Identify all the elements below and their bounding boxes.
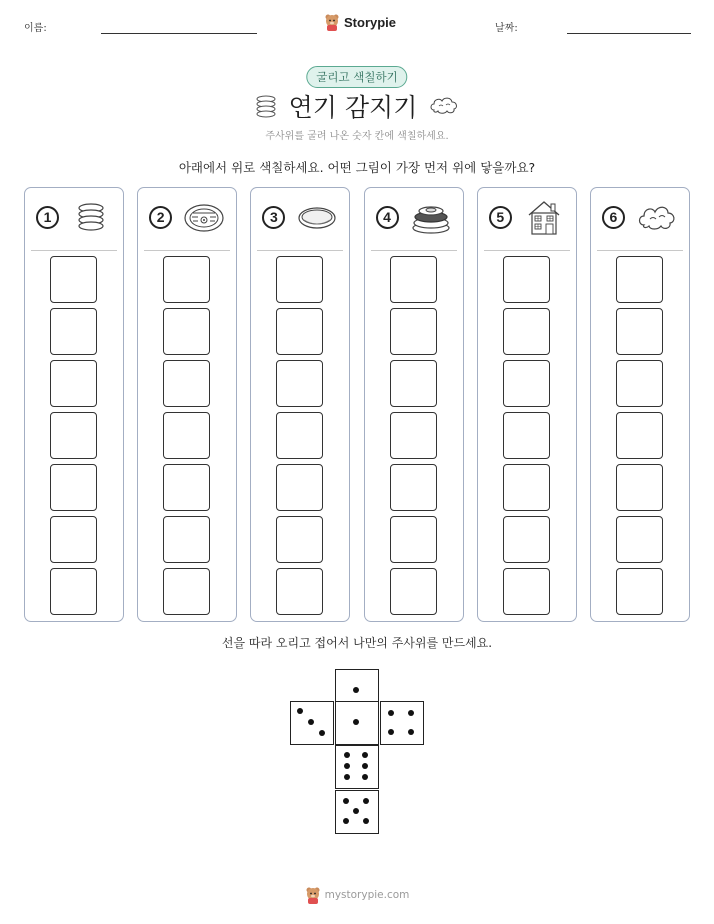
stacked-detector-icon bbox=[410, 200, 452, 236]
instruction-text: 아래에서 위로 색칠하세요. 어떤 그림이 가장 먼저 위에 닿을까요? bbox=[178, 160, 536, 175]
die-pip bbox=[363, 798, 369, 804]
color-box[interactable] bbox=[390, 412, 437, 459]
die-pip bbox=[344, 774, 350, 780]
bear-mascot-icon bbox=[324, 13, 340, 31]
name-line[interactable] bbox=[101, 33, 257, 34]
smoke-detector-icon bbox=[183, 200, 225, 236]
column-header bbox=[251, 198, 349, 238]
column-number: 2 bbox=[149, 206, 172, 229]
color-box[interactable] bbox=[616, 464, 663, 511]
color-box[interactable] bbox=[163, 360, 210, 407]
color-box[interactable] bbox=[276, 516, 323, 563]
die-pip bbox=[408, 710, 414, 716]
color-box[interactable] bbox=[50, 516, 97, 563]
color-box[interactable] bbox=[50, 412, 97, 459]
brand-name: Storypie bbox=[344, 14, 397, 30]
column-4 bbox=[364, 187, 464, 622]
stacked-pads-icon bbox=[70, 200, 112, 236]
die-net bbox=[290, 669, 426, 835]
box-stack bbox=[50, 256, 97, 620]
color-box[interactable] bbox=[503, 516, 550, 563]
stacked-pads-icon bbox=[255, 94, 277, 118]
color-box[interactable] bbox=[50, 308, 97, 355]
die-pip bbox=[319, 730, 325, 736]
die-face-5 bbox=[335, 790, 379, 834]
box-stack bbox=[163, 256, 210, 620]
column-header bbox=[138, 198, 236, 238]
color-box[interactable] bbox=[163, 256, 210, 303]
die-pip bbox=[308, 719, 314, 725]
smoke-cloud-icon bbox=[636, 200, 678, 236]
color-box[interactable] bbox=[390, 568, 437, 615]
column-divider bbox=[31, 250, 117, 251]
column-divider bbox=[597, 250, 683, 251]
die-pip bbox=[343, 818, 349, 824]
die-pip bbox=[297, 708, 303, 714]
color-box[interactable] bbox=[50, 568, 97, 615]
color-box[interactable] bbox=[616, 412, 663, 459]
color-box[interactable] bbox=[390, 464, 437, 511]
color-box[interactable] bbox=[616, 568, 663, 615]
activity-badge: 굴리고 색칠하기 bbox=[306, 66, 407, 88]
column-number: 1 bbox=[36, 206, 59, 229]
column-divider bbox=[484, 250, 570, 251]
die-pip bbox=[388, 729, 394, 735]
column-number: 3 bbox=[262, 206, 285, 229]
coloring-columns bbox=[24, 187, 690, 624]
color-box[interactable] bbox=[163, 568, 210, 615]
die-face-4 bbox=[380, 701, 424, 745]
die-pip bbox=[388, 710, 394, 716]
die-pip bbox=[353, 687, 359, 693]
footer bbox=[0, 886, 714, 904]
die-face-6 bbox=[335, 745, 379, 789]
column-number: 5 bbox=[489, 206, 512, 229]
color-box[interactable] bbox=[616, 308, 663, 355]
color-box[interactable] bbox=[503, 256, 550, 303]
title-row bbox=[0, 88, 714, 124]
color-box[interactable] bbox=[163, 412, 210, 459]
color-box[interactable] bbox=[50, 256, 97, 303]
box-stack bbox=[390, 256, 437, 620]
column-divider bbox=[371, 250, 457, 251]
column-2 bbox=[137, 187, 237, 622]
die-pip bbox=[344, 752, 350, 758]
color-box[interactable] bbox=[50, 360, 97, 407]
die-instruction: 선을 따라 오리고 접어서 나만의 주사위를 만드세요. bbox=[221, 636, 493, 650]
smoke-cloud-icon bbox=[429, 95, 459, 117]
color-box[interactable] bbox=[616, 516, 663, 563]
color-box[interactable] bbox=[503, 308, 550, 355]
color-box[interactable] bbox=[163, 308, 210, 355]
die-pip bbox=[362, 763, 368, 769]
color-box[interactable] bbox=[503, 412, 550, 459]
column-5 bbox=[477, 187, 577, 622]
color-box[interactable] bbox=[163, 464, 210, 511]
column-number: 6 bbox=[602, 206, 625, 229]
die-face-1 bbox=[335, 701, 379, 745]
color-box[interactable] bbox=[276, 464, 323, 511]
color-box[interactable] bbox=[503, 360, 550, 407]
house-icon bbox=[523, 200, 565, 236]
date-label: 날짜: bbox=[495, 23, 518, 34]
column-header bbox=[478, 198, 576, 238]
color-box[interactable] bbox=[503, 464, 550, 511]
die-pip bbox=[353, 808, 359, 814]
die-pip bbox=[362, 752, 368, 758]
column-number: 4 bbox=[376, 206, 399, 229]
footer-url[interactable]: mystorypie.com bbox=[324, 889, 410, 901]
color-box[interactable] bbox=[503, 568, 550, 615]
column-divider bbox=[144, 250, 230, 251]
die-pip bbox=[363, 818, 369, 824]
color-box[interactable] bbox=[616, 360, 663, 407]
column-header bbox=[591, 198, 689, 238]
column-divider bbox=[257, 250, 343, 251]
column-6 bbox=[590, 187, 690, 622]
die-face-3 bbox=[290, 701, 334, 745]
color-box[interactable] bbox=[390, 308, 437, 355]
page-subtitle: 주사위를 굴려 나온 숫자 칸에 색칠하세요. bbox=[265, 131, 449, 142]
die-pip bbox=[344, 763, 350, 769]
color-box[interactable] bbox=[276, 568, 323, 615]
color-box[interactable] bbox=[390, 360, 437, 407]
die-pip bbox=[408, 729, 414, 735]
color-box[interactable] bbox=[276, 308, 323, 355]
color-box[interactable] bbox=[616, 256, 663, 303]
color-box[interactable] bbox=[276, 256, 323, 303]
date-line[interactable] bbox=[567, 33, 691, 34]
page-title: 연기 감지기 bbox=[288, 93, 418, 122]
color-box[interactable] bbox=[390, 516, 437, 563]
column-header bbox=[25, 198, 123, 238]
column-1 bbox=[24, 187, 124, 622]
flat-disc-icon bbox=[296, 200, 338, 236]
box-stack bbox=[616, 256, 663, 620]
color-box[interactable] bbox=[163, 516, 210, 563]
column-3 bbox=[250, 187, 350, 622]
box-stack bbox=[276, 256, 323, 620]
color-box[interactable] bbox=[276, 360, 323, 407]
column-header bbox=[365, 198, 463, 238]
bear-mascot-icon bbox=[305, 886, 321, 904]
die-pip bbox=[343, 798, 349, 804]
name-label: 이름: bbox=[24, 23, 47, 34]
box-stack bbox=[503, 256, 550, 620]
die-pip bbox=[353, 719, 359, 725]
color-box[interactable] bbox=[276, 412, 323, 459]
color-box[interactable] bbox=[390, 256, 437, 303]
die-pip bbox=[362, 774, 368, 780]
brand-logo bbox=[324, 13, 396, 31]
color-box[interactable] bbox=[50, 464, 97, 511]
